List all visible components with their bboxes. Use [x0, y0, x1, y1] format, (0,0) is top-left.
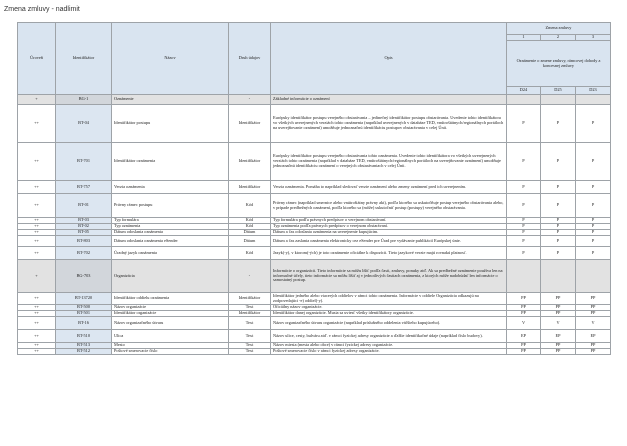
form-d25-cell: P [541, 224, 576, 230]
identifier-cell: BT-02 [56, 224, 112, 230]
name-cell: Dátum odoslania oznámenia [112, 230, 229, 236]
level-cell: ++ [18, 236, 56, 247]
form-d23-cell: P [576, 236, 611, 247]
page-title: Zmena zmluvy - nadlimit [4, 6, 80, 13]
description-cell: Identifikátor jedného alebo viacerých oddielov v rámci tohto oznámenia. Informácie v oddiele Organizácia odkazujú na zodpovedajúci -e) oddiel(-y). [271, 293, 507, 305]
description-cell: Identifikátor danej organizácie. Musia sa uviesť všetky identifikátory organizácie. [271, 311, 507, 317]
form-d23-cell: P [576, 194, 611, 218]
data-type-cell: Kód [229, 224, 271, 230]
form-d23-cell: EP [576, 330, 611, 343]
form-d23-cell: PP [576, 343, 611, 349]
header-code-2: D25 [541, 87, 576, 95]
table-row [18, 181, 611, 194]
description-cell: Európsky identifikátor postupu verejného obstarávania – jedinečný identifikátor postupu obstarávania. Uvedenie tohto identifikátora vo všetkých uverejnených verziách tohto oznámenia (napríklad uverejnených v databáze TED, vnútroštátnych/regionálnych portáloch na uverejňovanie oznámení) umožňuje jednoznačnú identifikáciu postupov obstarávania v celej Únii. [271, 105, 507, 143]
description-cell: Dátum a čas odoslania oznámenia na uverejnenie kupujúcim. [271, 230, 507, 236]
form-d24-cell: PP [507, 305, 541, 311]
level-cell: ++ [18, 224, 56, 230]
table-header [18, 23, 611, 95]
form-d23-cell: P [576, 143, 611, 181]
form-d23-cell: V [576, 317, 611, 330]
description-cell: Názov ulice, cesty, bulváru atď. v rámci fyzickej adresy organizácie a ďalšie identifikačné údaje (napríklad číslo budovy). [271, 330, 507, 343]
form-d23-cell: PP [576, 305, 611, 311]
name-cell: Typ oznámenia [112, 224, 229, 230]
level-cell: + [18, 95, 56, 105]
table-row [18, 236, 611, 247]
form-d24-cell: P [507, 218, 541, 224]
table-row [18, 194, 611, 218]
form-d24-cell: P [507, 247, 541, 260]
form-d23-cell: P [576, 224, 611, 230]
description-cell: Verzia oznámenia. Pomáha to napríklad sledovať verzie oznámení alebo zmeny oznámení pred ich uverejnením. [271, 181, 507, 194]
data-type-cell: Text [229, 317, 271, 330]
data-type-cell: Identifikátor [229, 311, 271, 317]
header-data-type: Druh údajov [229, 23, 271, 95]
form-d25-cell [541, 95, 576, 105]
data-type-cell: - [229, 95, 271, 105]
description-cell: Typ oznámenia podľa právnych predpisov o verejnom obstarávaní. [271, 224, 507, 230]
name-cell: Úradný jazyk oznámenia [112, 247, 229, 260]
form-d25-cell: P [541, 194, 576, 218]
name-cell: Organizácia [112, 260, 229, 293]
form-d25-cell: P [541, 247, 576, 260]
name-cell: Názov organizácie [112, 305, 229, 311]
form-d25-cell: P [541, 143, 576, 181]
form-d24-cell: P [507, 194, 541, 218]
form-d23-cell: P [576, 218, 611, 224]
header-num-3: 3 [576, 35, 611, 41]
form-d24-cell: P [507, 224, 541, 230]
form-d23-cell: PP [576, 311, 611, 317]
data-type-cell: Kód [229, 247, 271, 260]
form-d23-cell: P [576, 230, 611, 236]
description-cell: Jazyk(-y), v ktorom(-ých) je toto oznámenie oficiálne k dispozícii. Tieto jazykové verzie majú rovnakú platnosť. [271, 247, 507, 260]
form-d25-cell: PP [541, 311, 576, 317]
name-cell: Identifikátor oddielu oznámenia [112, 293, 229, 305]
table-body [18, 95, 611, 355]
description-cell: Európsky identifikátor postupu verejného obstarávania tohto oznámenia. Uvedenie tohto identifikátora vo všetkých uverejnených verziách tohto oznámenia (napríklad v databáze TED, vnútroštátnych/regionálnych portáloch na uverejňovanie oznámení) umožňuje jednoznačnú identifikáciu oznámení o verejných obstarávaniach v celej Únii. [271, 143, 507, 181]
name-cell: Právny rámec postupu [112, 194, 229, 218]
level-cell: + [18, 260, 56, 293]
name-cell: Ulica [112, 330, 229, 343]
name-cell: Identifikátor postupu [112, 105, 229, 143]
name-cell: Dátum odoslania oznámenia eSender [112, 236, 229, 247]
group-row [18, 260, 611, 293]
data-type-cell: Dátum [229, 236, 271, 247]
form-d23-cell: P [576, 181, 611, 194]
table-row [18, 293, 611, 305]
data-type-cell: Kód [229, 194, 271, 218]
header-code-3: D23 [576, 87, 611, 95]
form-d24-cell: P [507, 143, 541, 181]
table-row [18, 349, 611, 355]
form-d24-cell [507, 95, 541, 105]
name-cell: Mesto [112, 343, 229, 349]
data-type-cell: Text [229, 305, 271, 311]
form-d25-cell: EP [541, 330, 576, 343]
data-type-cell: Kód [229, 218, 271, 224]
form-d24-cell: PP [507, 311, 541, 317]
identifier-cell: BT-701 [56, 143, 112, 181]
description-cell: Informácie o organizácii. Tieto informácie sa môžu líšiť podľa časti, zmluvy, ponuky atď. Ak sa predbežné oznámenie používa len na informačné účely, tieto informácie sa môžu líšiť aj v jednotlivých častiach oznámenia, z ktorých môže nadobúdať len informácie o samostatný postup. [271, 260, 507, 293]
description-cell: Typ formulára podľa právnych predpisov o verejnom obstarávaní. [271, 218, 507, 224]
name-cell: Verzia oznámenia [112, 181, 229, 194]
form-d24-cell [507, 260, 541, 293]
form-d24-cell: V [507, 317, 541, 330]
table-row [18, 247, 611, 260]
identifier-cell: BT-05 [56, 230, 112, 236]
table-row [18, 105, 611, 143]
description-cell: Základné informácie o oznámení [271, 95, 507, 105]
form-d24-cell: EP [507, 330, 541, 343]
form-d23-cell: P [576, 105, 611, 143]
level-cell: ++ [18, 218, 56, 224]
form-d23-cell [576, 260, 611, 293]
identifier-cell: BT-16 [56, 317, 112, 330]
form-d23-cell: PP [576, 293, 611, 305]
table-row [18, 143, 611, 181]
form-d25-cell: P [541, 230, 576, 236]
name-cell: Typ formulára [112, 218, 229, 224]
form-d25-cell: P [541, 105, 576, 143]
description-cell: Názov organizačného útvaru organizácie (napríklad príslušného oddelenia väčšieho kupujúceho). [271, 317, 507, 330]
level-cell: ++ [18, 105, 56, 143]
level-cell: ++ [18, 311, 56, 317]
level-cell: ++ [18, 181, 56, 194]
form-d23-cell: PP [576, 349, 611, 355]
form-d24-cell: PP [507, 349, 541, 355]
form-d25-cell: PP [541, 349, 576, 355]
description-cell: Názov miesta (mesta alebo obce) v rámci fyzickej adresy organizácie. [271, 343, 507, 349]
identifier-cell: BT-01 [56, 194, 112, 218]
name-cell: Poštové smerovacie číslo [112, 349, 229, 355]
form-d24-cell: P [507, 105, 541, 143]
identifier-cell: BT-512 [56, 349, 112, 355]
name-cell: Identifikátor organizácie [112, 311, 229, 317]
header-identifier: Identifikátor [56, 23, 112, 95]
identifier-cell: BT-513 [56, 343, 112, 349]
level-cell: ++ [18, 343, 56, 349]
form-d25-cell: P [541, 236, 576, 247]
data-type-cell: Text [229, 343, 271, 349]
group-row [18, 95, 611, 105]
form-d25-cell: P [541, 181, 576, 194]
level-cell: ++ [18, 330, 56, 343]
identifier-cell: BT-04 [56, 105, 112, 143]
data-type-cell: Dátum [229, 230, 271, 236]
header-num-2: 2 [541, 35, 576, 41]
header-description: Opis [271, 23, 507, 95]
data-type-cell: Identifikátor [229, 181, 271, 194]
form-d25-cell: P [541, 218, 576, 224]
identifier-cell: BG-703 [56, 260, 112, 293]
form-d24-cell: P [507, 181, 541, 194]
form-d25-cell: PP [541, 293, 576, 305]
identifier-cell: BT-03 [56, 218, 112, 224]
elements-table [17, 22, 611, 355]
level-cell: ++ [18, 305, 56, 311]
identifier-cell: BG-1 [56, 95, 112, 105]
identifier-cell: BT-757 [56, 181, 112, 194]
level-cell: ++ [18, 230, 56, 236]
level-cell: ++ [18, 317, 56, 330]
header-level: Úroveň [18, 23, 56, 95]
description-cell: Dátum a čas zaslania oznámenia elektronicky cez eSender pre Úrad pre vydávanie publikácií Európskej únie. [271, 236, 507, 247]
form-d25-cell: V [541, 317, 576, 330]
table-row [18, 317, 611, 330]
data-type-cell: Text [229, 349, 271, 355]
header-form-description: Oznámenie o zmene zmluvy, rámcovej dohody a koncesnej zmluvy [507, 41, 611, 87]
level-cell: ++ [18, 247, 56, 260]
form-d25-cell: PP [541, 305, 576, 311]
level-cell: ++ [18, 293, 56, 305]
form-d24-cell: PP [507, 293, 541, 305]
header-name: Názov [112, 23, 229, 95]
form-d25-cell [541, 260, 576, 293]
form-d24-cell: PP [507, 343, 541, 349]
form-d23-cell [576, 95, 611, 105]
name-cell: Názov organizačného útvaru [112, 317, 229, 330]
identifier-cell: BT-13720 [56, 293, 112, 305]
form-d24-cell: P [507, 230, 541, 236]
identifier-cell: BT-501 [56, 311, 112, 317]
identifier-cell: BT-803 [56, 236, 112, 247]
level-cell: ++ [18, 194, 56, 218]
form-d24-cell: P [507, 236, 541, 247]
header-num-1: 1 [507, 35, 541, 41]
data-type-cell: Identifikátor [229, 105, 271, 143]
description-cell: Oficiálny názov organizácie. [271, 305, 507, 311]
level-cell: ++ [18, 349, 56, 355]
name-cell: Identifikátor oznámenia [112, 143, 229, 181]
level-cell: ++ [18, 143, 56, 181]
header-group-title: Zmena zmluvy [507, 23, 611, 35]
description-cell: Právny rámec (napríklad smernice alebo vnútroštátny právny akt), podľa ktorého sa uskutočňuje postup verejného obstarávania alebo, v prípade predbežných oznámení, podľa ktorého sa (môže) uskutočniť postup (postupy) verejného obstarávania. [271, 194, 507, 218]
data-type-cell: - [229, 260, 271, 293]
form-d25-cell: PP [541, 343, 576, 349]
table-row [18, 330, 611, 343]
header-code-1: D24 [507, 87, 541, 95]
data-type-cell: Text [229, 330, 271, 343]
identifier-cell: BT-702 [56, 247, 112, 260]
description-cell: Poštové smerovacie číslo v rámci fyzickej adresy organizácie. [271, 349, 507, 355]
data-type-cell: Identifikátor [229, 293, 271, 305]
name-cell: Oznámenie [112, 95, 229, 105]
identifier-cell: BT-510 [56, 330, 112, 343]
form-d23-cell: P [576, 247, 611, 260]
data-type-cell: Identifikátor [229, 143, 271, 181]
identifier-cell: BT-500 [56, 305, 112, 311]
